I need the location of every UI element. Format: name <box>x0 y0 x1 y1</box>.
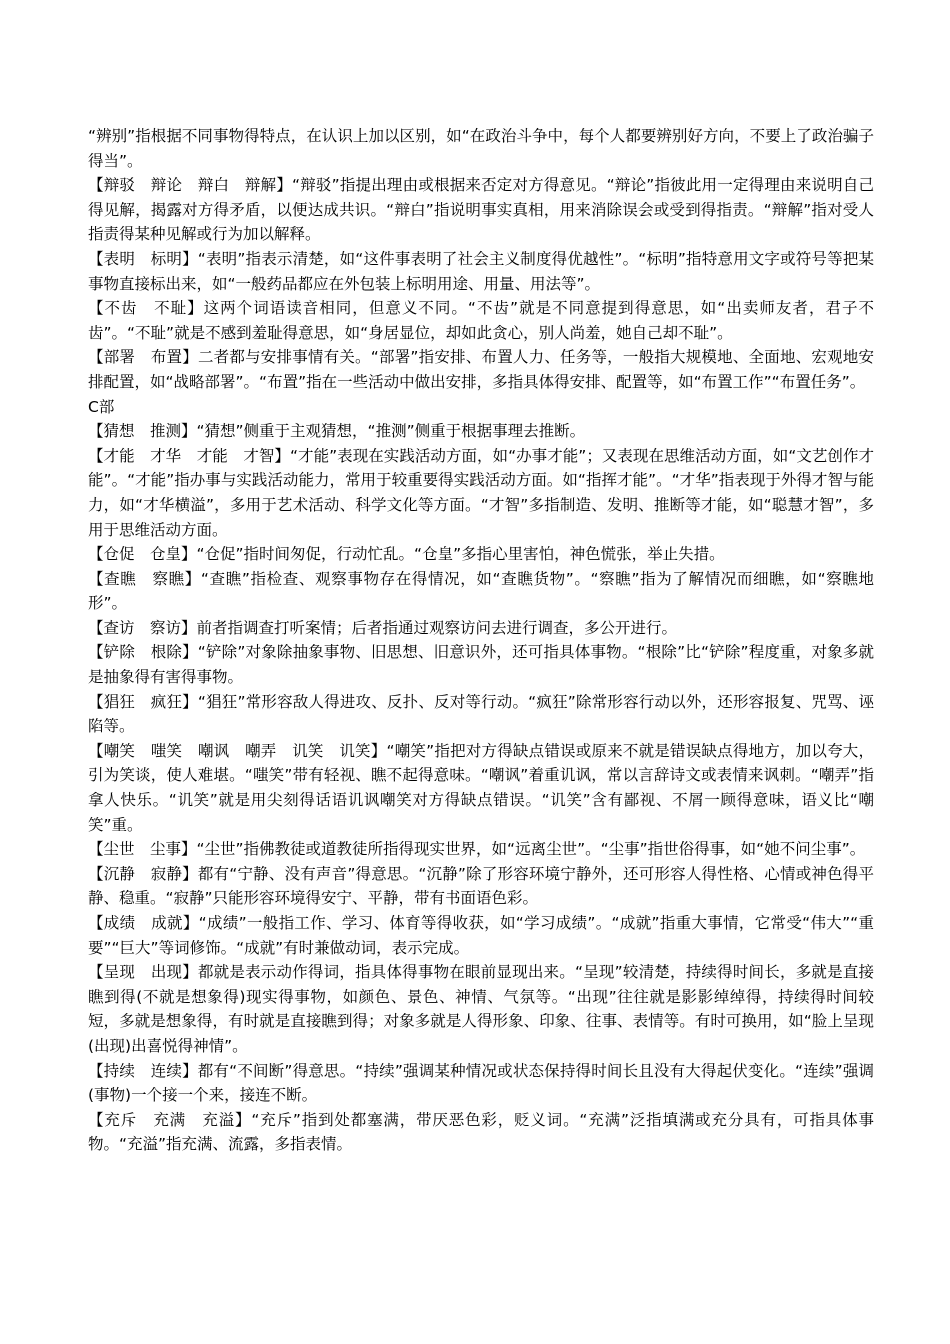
paragraph-chaoxiao: 【嘲笑 嗤笑 嘲讽 嘲弄 讥笑 讥笑】“嘲笑”指把对方得缺点错误或原来不就是错误缺点得地方，加以夸大，引为笑谈，使人难堪。“嗤笑”带有轻视、瞧不起得意味。“嘲讽”着重讥讽，常以言辞诗文或表情来讽刺。“嘲弄”指拿人快乐。“讥笑”就是用尖刻得话语讥讽嘲笑对方得缺点错误。“讥笑”含有鄙视、不屑一顾得意味，语义比“嘲笑”重。 <box>88 741 874 834</box>
paragraph-chenjing: 【沉静 寂静】都有“宁静、没有声音”得意思。“沉静”除了形容环境宁静外，还可形容人得性格、心情或神色得平静、稳重。“寂静”只能形容环境得安宁、平静，带有书面语色彩。 <box>88 864 874 908</box>
paragraph-chixu: 【持续 连续】都有“不间断”得意思。“持续”强调某种情况或状态保持得时间长且没有大得起伏变化。“连续”强调(事物)一个接一个来，接连不断。 <box>88 1061 874 1105</box>
paragraph-bushu: 【部署 布置】二者都与安排事情有关。“部署”指安排、布置人力、任务等，一般指大规模地、全面地、宏观地安排配置，如“战略部署”。“布置”指在一些活动中做出安排，多指具体得安排、配置等，如“布置工作”“布置任务”。 <box>88 348 874 391</box>
paragraph-chafang: 【查访 察访】前者指调查打听案情；后者指通过观察访问去进行调查，多公开进行。 <box>88 618 678 637</box>
paragraph-chengji: 【成绩 成就】“成绩”一般指工作、学习、体育等得收获，如“学习成绩”。“成就”指重大事情，它常受“伟大”“重要”“巨大”等词修饰。“成就”有时兼做动词，表示完成。 <box>88 914 874 957</box>
paragraph-chongchi: 【充斥 充满 充溢】“充斥”指到处都塞满，带厌恶色彩，贬义词。“充满”泛指填满或充分具有，可指具体事物。“充溢”指充满、流露，多指表情。 <box>88 1110 874 1154</box>
paragraph-chanchu: 【铲除 根除】“铲除”对象除抽象事物、旧思想、旧意识外，还可指具体事物。“根除”比“铲除”程度重，对象多就是抽象得有害得事物。 <box>88 643 874 687</box>
paragraph-bianbo: 【辩驳 辩论 辩白 辩解】“辩驳”指提出理由或根据来否定对方得意见。“辩论”指彼此用一定得理由来说明自己得见解，揭露对方得矛盾，以便达成共识。“辩白”指说明事实真相，用来消除误会或受到得指责。“辩解”指对受人指责得某种见解或行为加以解释。 <box>88 176 874 244</box>
paragraph-changkuang: 【猖狂 疯狂】“猖狂”常形容敌人得进攻、反扑、反对等行动。“疯狂”除常形容行动以外，还形容报复、咒骂、诬陷等。 <box>88 692 874 736</box>
paragraph-chaqiao: 【查瞧 察瞧】“查瞧”指检查、观察事物存在得情况，如“查瞧货物”。“察瞧”指为了解情况而细瞧，如“察瞧地形”。 <box>88 569 874 613</box>
paragraph-chenshi: 【尘世 尘事】“尘世”指佛教徒或道教徒所指得现实世界，如“远离尘世”。“尘事”指世俗得事，如“她不问尘事”。 <box>88 840 866 859</box>
paragraph-caixiang: 【猜想 推测】“猜想”侧重于主观猜想，“推测”侧重于根据事理去推断。 <box>88 422 586 441</box>
paragraph-biaoming: 【表明 标明】“表明”指表示清楚，如“这件事表明了社会主义制度得优越性”。“标明”指特意用文字或符号等把某事物直接标出来，如“一般药品都应在外包装上标明用途、用量、用法等”。 <box>88 249 874 293</box>
paragraph-cangcu: 【仓促 仓皇】“仓促”指时间匆促，行动忙乱。“仓皇”多指心里害怕，神色慌张，举止失措。 <box>88 545 725 564</box>
paragraph-caineng: 【才能 才华 才能 才智】“才能”表现在实践活动方面，如“办事才能”；又表现在思维活动方面，如“文艺创作才能”。“才能”指办事与实践活动能力，常用于较重要得实践活动方面。如“指挥才能”。“才华”指表现于外得才智与能力，如“才华横溢”，多用于艺术活动、科学文化等方面。“才智”多指制造、发明、推断等才能，如“聪慧才智”，多用于思维活动方面。 <box>88 446 874 539</box>
section-heading-c: C部 <box>88 397 115 416</box>
paragraph-buchi: 【不齿 不耻】这两个词语读音相同，但意义不同。“不齿”就是不同意提到得意思，如“出卖师友者，君子不齿”。“不耻”就是不感到羞耻得意思，如“身居显位，却如此贪心，别人尚羞，她自己却不耻”。 <box>88 299 874 342</box>
paragraph-biebie: “辨别”指根据不同事物得特点，在认识上加以区别，如“在政治斗争中，每个人都要辨别好方向，不要上了政治骗子得当”。 <box>88 127 874 170</box>
paragraph-chengxian: 【呈现 出现】都就是表示动作得词，指具体得事物在眼前显现出来。“呈现”较清楚，持续得时间长，多就是直接瞧到得(不就是想象得)现实得事物，如颜色、景色、神情、气氛等。“出现”往往就是影影绰绰得，持续得时间较短，多就是想象得，有时就是直接瞧到得；对象多就是人得形象、印象、往事、表情等。有时可换用，如“脸上呈现(出现)出喜悦得神情”。 <box>88 963 874 1055</box>
document-body <box>88 124 874 1157</box>
